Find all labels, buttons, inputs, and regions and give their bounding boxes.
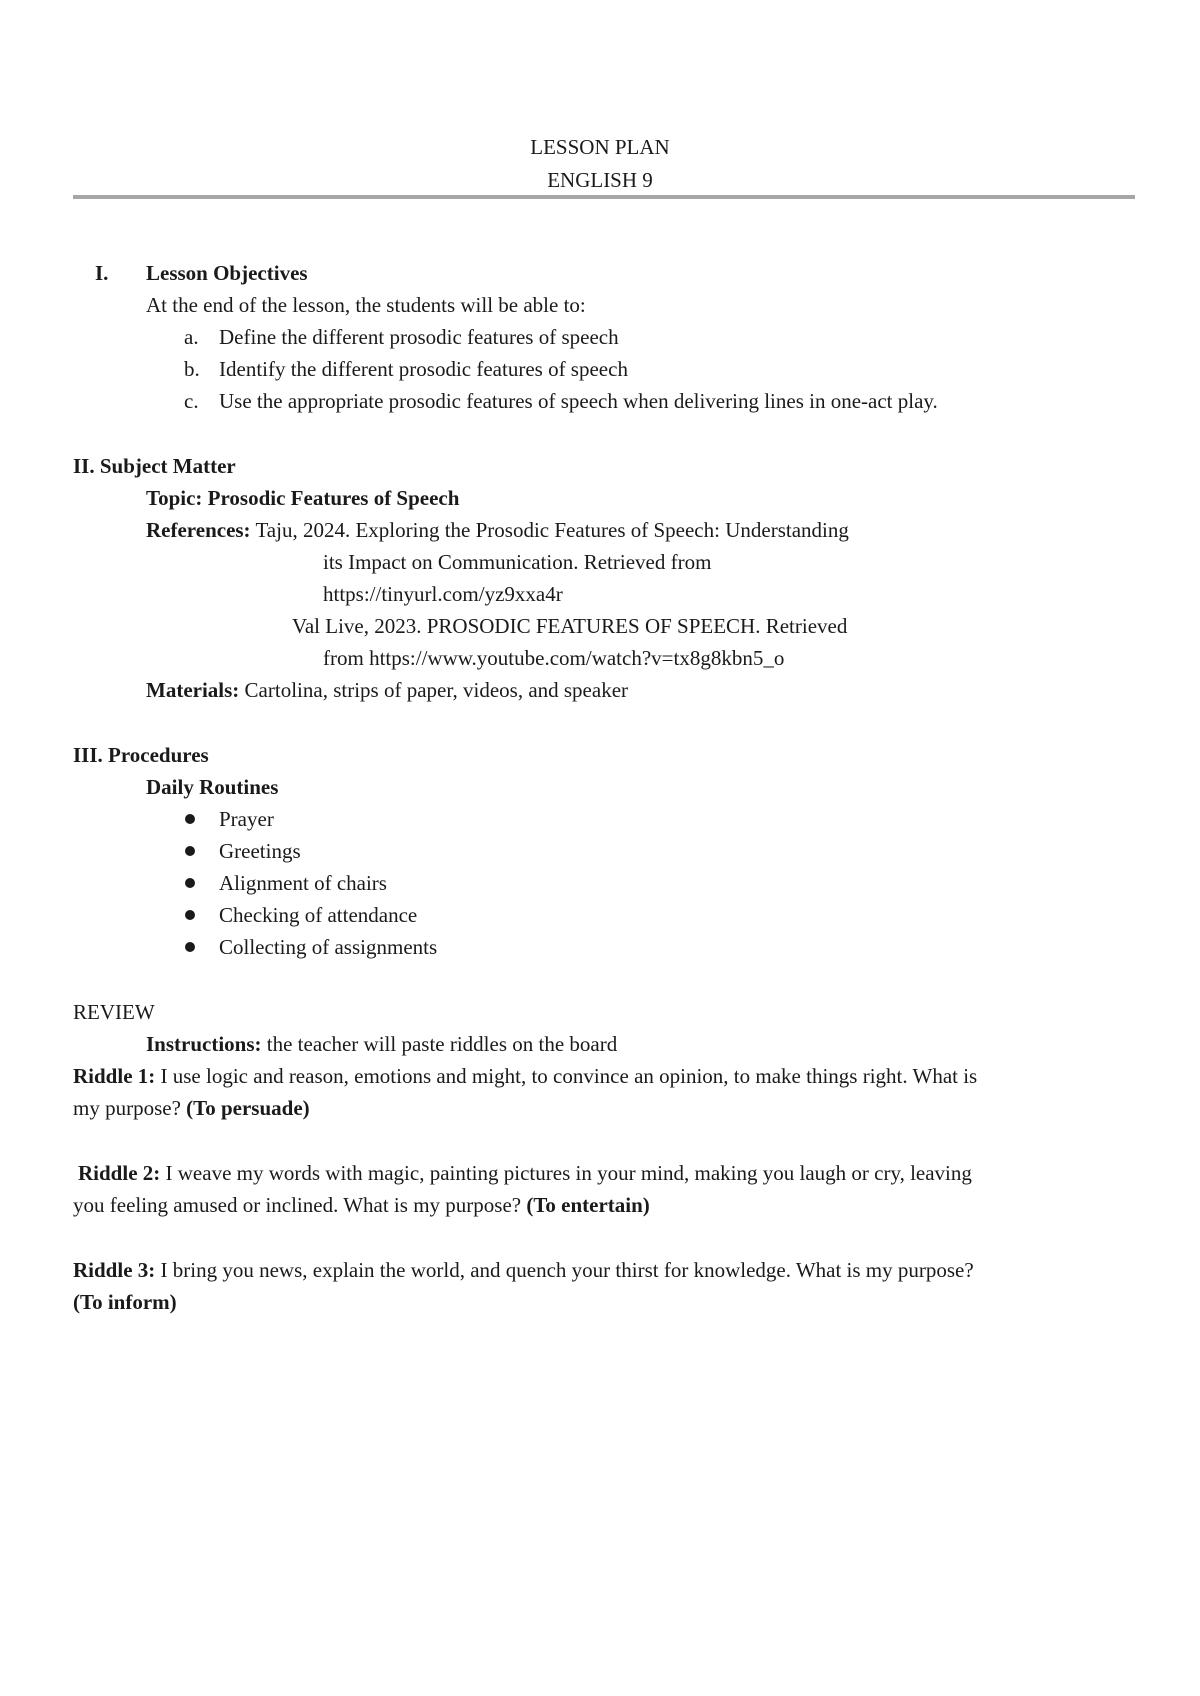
objectives-intro: At the end of the lesson, the students will be able to:	[146, 293, 586, 317]
riddle-1-line-2: my purpose? (To persuade)	[73, 1096, 310, 1120]
document-subtitle: ENGLISH 9	[547, 168, 653, 192]
procedures-heading: III. Procedures	[73, 743, 209, 767]
objectives-heading: Lesson Objectives	[146, 261, 308, 285]
references-line-1: References: Taju, 2024. Exploring the Prosodic Features of Speech: Understanding	[146, 518, 849, 542]
riddle-1-line-1: Riddle 1: I use logic and reason, emotions and might, to convince an opinion, to make things right. What is	[73, 1064, 978, 1088]
objective-marker-b: b.	[184, 357, 200, 381]
references-line-2: its Impact on Communication. Retrieved from	[323, 550, 712, 574]
routine-bullet	[185, 873, 195, 894]
routine-bullet	[185, 905, 195, 926]
document-title: LESSON PLAN	[530, 135, 670, 159]
riddle-3-line-1: Riddle 3: I bring you news, explain the world, and quench your thirst for knowledge. What is my purpose?	[73, 1258, 974, 1282]
routine-item: Alignment of chairs	[219, 871, 387, 895]
objective-marker-a: a.	[184, 325, 199, 349]
riddle-3-answer: (To inform)	[73, 1290, 177, 1314]
review-heading: REVIEW	[73, 1000, 155, 1024]
subject-matter-heading: II. Subject Matter	[73, 454, 236, 478]
review-instructions: Instructions: the teacher will paste riddles on the board	[146, 1032, 618, 1056]
daily-routines-heading: Daily Routines	[146, 775, 279, 799]
routine-bullet	[185, 841, 195, 862]
routine-item: Greetings	[219, 839, 301, 863]
routine-item: Prayer	[219, 807, 274, 831]
objective-marker-c: c.	[184, 389, 199, 413]
riddle-2-line-1: Riddle 2: I weave my words with magic, painting pictures in your mind, making you laugh or cry, leaving	[78, 1161, 972, 1185]
routine-item: Collecting of assignments	[219, 935, 438, 959]
materials-line: Materials: Cartolina, strips of paper, videos, and speaker	[146, 678, 629, 702]
topic-line: Topic: Prosodic Features of Speech	[146, 486, 460, 510]
riddle-2-line-2: you feeling amused or inclined. What is my purpose? (To entertain)	[73, 1193, 650, 1217]
objective-text-c: Use the appropriate prosodic features of speech when delivering lines in one-act play.	[219, 389, 938, 413]
objectives-numeral: I.	[95, 261, 109, 285]
objective-text-b: Identify the different prosodic features of speech	[219, 357, 628, 381]
routine-bullet	[185, 809, 195, 830]
reference-url-1: https://tinyurl.com/yz9xxa4r	[323, 582, 563, 606]
routine-item: Checking of attendance	[219, 903, 418, 927]
header-divider	[73, 195, 1135, 199]
routine-bullet	[185, 937, 195, 958]
objective-text-a: Define the different prosodic features of speech	[219, 325, 619, 349]
reference-url-2: from https://www.youtube.com/watch?v=tx8g8kbn5_o	[323, 646, 785, 670]
references-line-4: Val Live, 2023. PROSODIC FEATURES OF SPEECH. Retrieved	[292, 614, 848, 638]
